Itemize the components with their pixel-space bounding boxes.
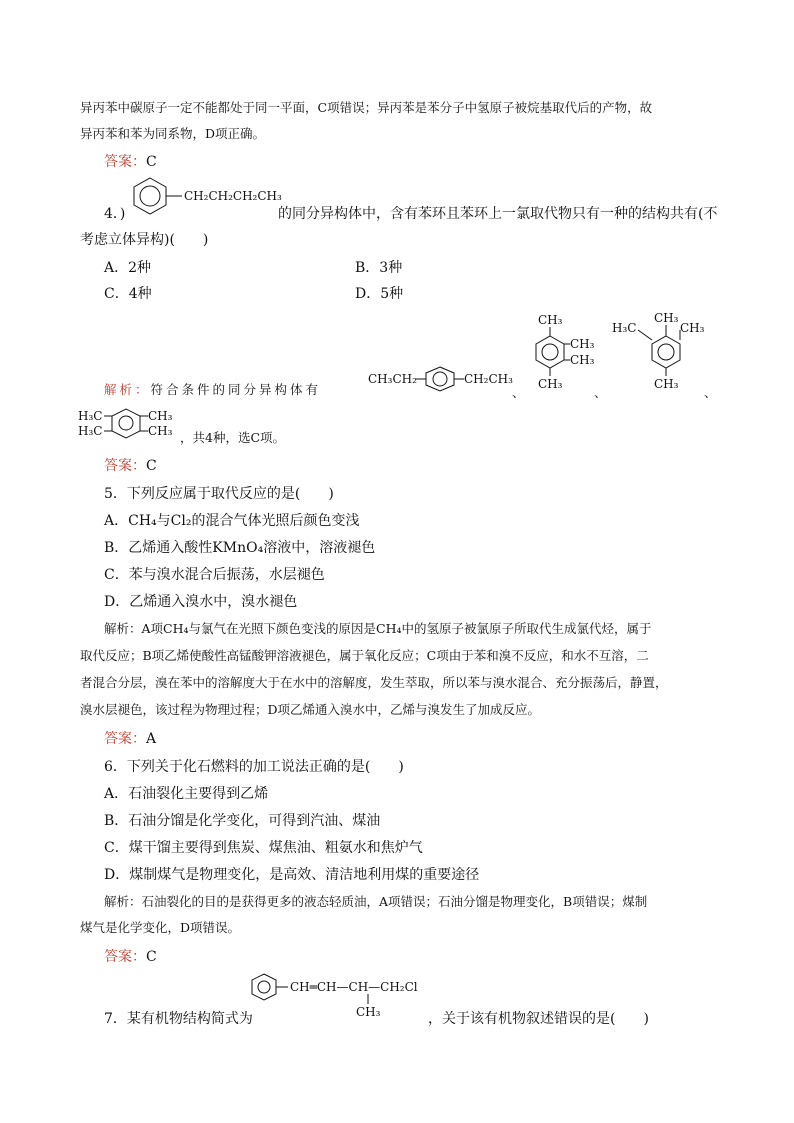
- svg-text:CH₃: CH₃: [654, 311, 679, 325]
- question-stem: 6．下列关于化石燃料的加工说法正确的是( ): [104, 759, 404, 775]
- option-a: A．CH₄与Cl₂的混合气体光照后颜色变浅: [104, 513, 360, 529]
- butylbenzene-structure: [130, 176, 280, 216]
- svg-text:CH₂CH₃: CH₂CH₃: [464, 372, 513, 386]
- svg-text:CH₃: CH₃: [148, 409, 173, 423]
- separator: 、: [512, 385, 525, 400]
- question-stem: 7．某有机物结构简式为: [104, 1011, 253, 1027]
- question-stem: 的同分异构体中，含有苯环且苯环上一氯取代物只有一种的结构共有(不: [278, 206, 718, 222]
- answer-line: 答案：C: [104, 458, 157, 474]
- option-a: A．2种: [104, 260, 152, 276]
- separator: 、: [594, 385, 607, 400]
- svg-text:CH₃: CH₃: [570, 353, 595, 367]
- option-c: C．4种: [104, 286, 152, 302]
- question-stem: 考虑立体异构)( ): [80, 232, 209, 248]
- option-b: B．乙烯通入酸性KMnO₄溶液中，溶液褪色: [104, 540, 376, 556]
- analysis-text: 者混合分层，溴在苯中的溶解度大于在水中的溶解度，发生萃取，所以苯与溴水混合、充分振荡后，静置，: [80, 675, 668, 690]
- option-b: B．石油分馏是化学变化，可得到汽油、煤油: [104, 813, 381, 829]
- svg-text:CH₃: CH₃: [356, 1005, 381, 1019]
- analysis-text: 解析：符合条件的同分异构体有: [104, 382, 322, 397]
- svg-text:CH₃: CH₃: [570, 337, 595, 351]
- analysis-text: 煤气是化学变化，D项错误。: [80, 920, 241, 935]
- svg-text:CH₃: CH₃: [538, 377, 563, 391]
- analysis-text: ，共4种，选C项。: [180, 430, 286, 445]
- option-a: A．石油裂化主要得到乙烯: [104, 786, 269, 802]
- svg-text:H₃C: H₃C: [612, 321, 637, 335]
- text-line: 异丙苯中碳原子一定不能都处于同一平面，C项错误；异丙苯是苯分子中氢原子被烷基取代后的产物，故: [80, 100, 653, 115]
- answer-line: 答案：C: [104, 949, 157, 965]
- answer-label: 答案：: [104, 154, 146, 170]
- svg-text:CH═CH—CH—CH₂Cl: CH═CH—CH—CH₂Cl: [290, 980, 418, 994]
- durene-structure: [78, 406, 182, 440]
- option-d: D．煤制煤气是物理变化，是高效、清洁地利用煤的重要途径: [104, 867, 480, 883]
- option-c: C．苯与溴水混合后振荡，水层褪色: [104, 567, 325, 583]
- svg-text:CH₃: CH₃: [148, 424, 173, 438]
- option-c: C．煤干馏主要得到焦炭、煤焦油、粗氨水和焦炉气: [104, 840, 423, 856]
- tetramethylbenzene-structure-2: [612, 310, 712, 394]
- svg-text:CH₃: CH₃: [654, 377, 679, 391]
- answer-value: C: [146, 154, 157, 170]
- svg-text:H₃C: H₃C: [78, 409, 103, 423]
- answer-line: [104, 151, 157, 171]
- question-stem: 5．下列反应属于取代反应的是( ): [104, 486, 334, 502]
- svg-text:CH₃: CH₃: [680, 321, 705, 335]
- text-line: 异丙苯和苯为同系物，D项正确。: [80, 126, 266, 141]
- svg-text:CH₃: CH₃: [538, 313, 563, 327]
- struct-label: CH₂CH₂CH₂CH₃: [184, 189, 282, 203]
- option-b: B．3种: [355, 260, 403, 276]
- option-d: D．乙烯通入溴水中，溴水褪色: [104, 594, 298, 610]
- svg-text:CH₃CH₂: CH₃CH₂: [368, 372, 417, 386]
- q7-structure: [250, 972, 440, 1022]
- question-stem: ，关于该有机物叙述错误的是( ): [428, 1011, 649, 1027]
- diethylbenzene-structure: [368, 364, 518, 394]
- analysis-text: 取代反应；B项乙烯使酸性高锰酸钾溶液褪色，属于氧化反应；C项由于苯和溴不反应，和水不互溶，二: [80, 648, 649, 663]
- option-d: D．5种: [355, 286, 404, 302]
- answer-line: 答案：A: [104, 731, 157, 747]
- question-number: 4．): [104, 206, 126, 222]
- analysis-text: 溴水层褪色，该过程为物理过程；D项乙烯通入溴水中，乙烯与溴发生了加成反应。: [80, 702, 541, 717]
- analysis-text: 解析：A项CH₄与氯气在光照下颜色变浅的原因是CH₄中的氢原子被氯原子所取代生成氯代烃，属于: [104, 621, 652, 636]
- separator: 、: [704, 385, 717, 400]
- tetramethylbenzene-structure: [520, 312, 600, 396]
- analysis-text: 解析：石油裂化的目的是获得更多的液态轻质油，A项错误；石油分馏是物理变化，B项错误；煤制: [104, 894, 648, 909]
- svg-text:H₃C: H₃C: [78, 424, 103, 438]
